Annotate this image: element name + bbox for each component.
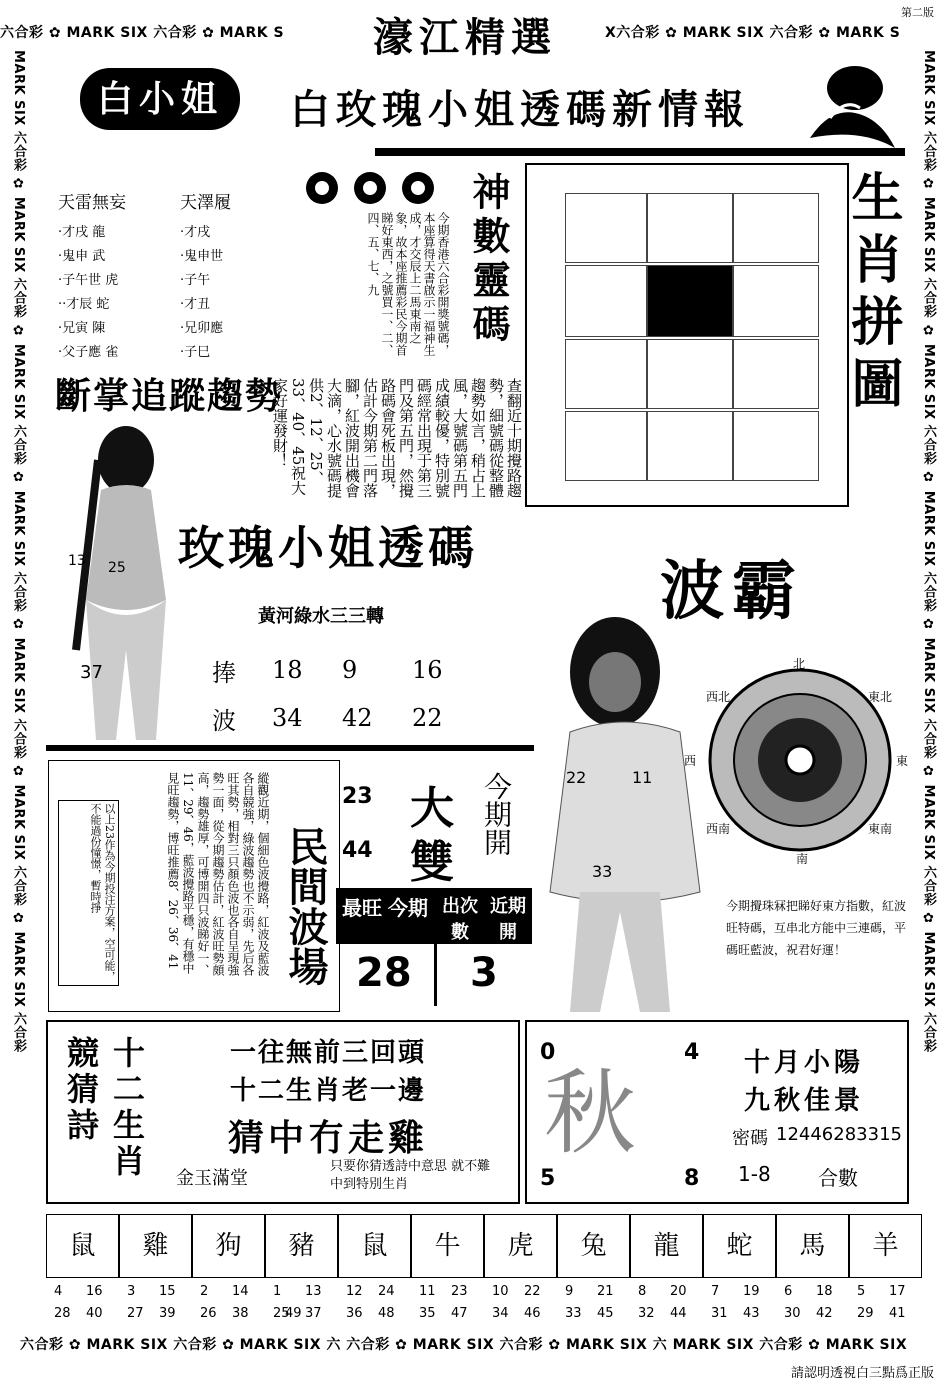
hexagram-line: ‧兄卯應 <box>180 321 224 336</box>
zodiac-number: 4 <box>54 1284 63 1299</box>
photo-label: 25 <box>108 560 126 576</box>
hexagram-line: ‧鬼申 武 <box>58 249 106 264</box>
row-label: 捧 <box>212 658 236 687</box>
folk-wave-note: 以上23作為今期投注方案，空可能，不能過份憧憬，暫時掙 <box>58 800 119 986</box>
compass-label: 東 <box>896 754 909 768</box>
zodiac-number: 48 <box>378 1306 395 1321</box>
triple-circle-icon <box>300 168 450 208</box>
poem-line: 猜中冇走雞 <box>228 1117 429 1159</box>
autumn-corner: 4 <box>684 1040 700 1065</box>
zodiac-number: 36 <box>346 1306 363 1321</box>
zodiac-number: 14 <box>232 1284 249 1299</box>
poem-author: 金玉滿堂 <box>176 1168 248 1189</box>
folk-wave-text: 縱觀近期，個細色波攪路，紅波及藍波各自競強，綠波趨勢也不示弱，先后各旺其勢，相對三只顏色波也各自呈現強勢一面，從今期趨勢估計，紅波旺勢頗高，趨勢雄厚，可博開四只波睇好一、11、29、46，藍波攪路平穩，有穩中見旺趨勢，博旺推薦8、26、36、41 <box>166 772 270 976</box>
zodiac-animal-8: 兔 <box>557 1214 630 1278</box>
autumn-corner: 5 <box>540 1166 556 1191</box>
zodiac-number: 20 <box>670 1284 687 1299</box>
zodiac-puzzle-grid <box>525 163 849 507</box>
zodiac-animal-10: 蛇 <box>703 1214 776 1278</box>
autumn-range: 1-8 <box>738 1162 771 1186</box>
zodiac-number: 46 <box>524 1306 541 1321</box>
zodiac-number: 22 <box>524 1284 541 1299</box>
autumn-char: 秋 <box>544 1060 637 1167</box>
yellow-river-title: 黃河綠水三三轉 <box>258 606 384 627</box>
zodiac-number: 1 <box>273 1284 282 1299</box>
divine-title: 神數靈碼 <box>466 172 511 348</box>
zodiac-number: 45 <box>597 1306 614 1321</box>
row-label: 波 <box>212 706 236 735</box>
zodiac-animal-1: 鼠 <box>46 1214 119 1278</box>
zodiac-animal-3: 狗 <box>192 1214 265 1278</box>
zodiac-number: 11 <box>419 1284 436 1299</box>
zodiac-animal-4: 豬 <box>265 1214 338 1278</box>
poem-note: 只要你猜透詩中意思 就不難中到特別生肖 <box>330 1159 491 1192</box>
zodiac-number: 24 <box>378 1284 395 1299</box>
zodiac-number: 18 <box>816 1284 833 1299</box>
autumn-line: 九秋佳景 <box>744 1086 865 1116</box>
autumn-line: 十月小陽 <box>744 1048 865 1078</box>
photo2-label: 11 <box>632 768 653 787</box>
zodiac-number: 5 <box>857 1284 866 1299</box>
hexagram-line: ‧鬼申世 <box>180 249 224 264</box>
stat-divider <box>434 888 437 1006</box>
divine-text: 今期香港六合彩開獎號碼，本座算得天書啟示一福神生成，才交辰上二馬東南之象，故本座推薦彩民今期首睇好東西，之號買一、二、四、五、七、九 <box>366 212 450 356</box>
compass-label: 北 <box>793 657 806 671</box>
folk-number: 23 <box>342 784 373 809</box>
folk-wave-title: 民間波場 <box>282 826 329 986</box>
autumn-code: 12446283315 <box>776 1124 902 1145</box>
autumn-corner: 8 <box>684 1166 700 1191</box>
zodiac-number: 9 <box>565 1284 574 1299</box>
zodiac-animal-2: 雞 <box>119 1214 192 1278</box>
poem-line: 一往無前三回頭 <box>230 1038 427 1068</box>
footer-band: 六合彩 ✿ MARK SIX 六合彩 ✿ MARK SIX 六 六合彩 ✿ MARK SIX 六合彩 ✿ MARK SIX 六 MARK SIX 六合彩 ✿ MARK SIX <box>20 1337 908 1353</box>
photo-label: 37 <box>80 662 103 683</box>
header-band-right: X六合彩 ✿ MARK SIX 六合彩 ✿ MARK S <box>605 25 901 41</box>
hexagram-line: ‧兄寅 陳 <box>58 321 106 336</box>
yellow-river-row <box>212 650 482 690</box>
yellow-river-table <box>212 650 482 738</box>
stat-label: 近期開 <box>490 896 526 943</box>
zodiac-number: 10 <box>492 1284 509 1299</box>
compass-label: 南 <box>796 852 809 866</box>
stat-label: 出次數 <box>442 896 478 943</box>
zodiac-number: 44 <box>670 1306 687 1321</box>
zodiac-number: 35 <box>419 1306 436 1321</box>
zodiac-number: 40 <box>86 1306 103 1321</box>
zodiac-animal-11: 馬 <box>776 1214 849 1278</box>
model-photo <box>46 420 196 750</box>
footer-note: 請認明透視白三點爲正版 <box>790 1366 934 1381</box>
wave-king-title: 波霸 <box>660 554 804 629</box>
zodiac-number: 31 <box>711 1306 728 1321</box>
autumn-corner: 0 <box>540 1040 556 1065</box>
zodiac-number: 27 <box>127 1306 144 1321</box>
poem-side-title: 十二生肖 競猜詩 <box>62 1036 146 1180</box>
banner-headline: 白玫瑰小姐透碼新情報 <box>290 86 750 133</box>
compass-label: 東北 <box>868 690 893 704</box>
zodiac-extra-number: 49 <box>285 1306 302 1321</box>
autumn-code-label: 密碼 <box>732 1128 768 1149</box>
zodiac-number: 47 <box>451 1306 468 1321</box>
row-value: 9 <box>342 656 358 684</box>
stat-label: 今期 <box>388 896 428 920</box>
left-side-band: MARK SIX 六合彩 ✿ MARK SIX 六合彩 ✿ MARK SIX 六合彩 ✿ MARK SIX 六合彩 ✿ MARK SIX 六合彩 ✿ MARK SIX 六合彩 ✿ MARK SIX 六合彩 <box>11 50 26 1053</box>
folk-double: 雙 <box>410 837 454 888</box>
section-rule <box>46 745 534 751</box>
hexagram-line: ‧子午 <box>180 273 211 288</box>
zodiac-number: 32 <box>638 1306 655 1321</box>
folk-this-issue: 今期開 <box>480 772 513 856</box>
bai-xiaojie-badge: 白小姐 <box>80 68 240 130</box>
compass-label: 西南 <box>706 822 731 836</box>
zodiac-number: 23 <box>451 1284 468 1299</box>
zodiac-number: 42 <box>816 1306 833 1321</box>
zodiac-number: 33 <box>565 1306 582 1321</box>
zodiac-puzzle-title: 生肖拼圖 <box>842 170 903 418</box>
autumn-range-label: 合數 <box>818 1166 858 1190</box>
photo2-label: 22 <box>566 768 587 787</box>
right-side-band: MARK SIX 六合彩 ✿ MARK SIX 六合彩 ✿ MARK SIX 六合彩 ✿ MARK SIX 六合彩 ✿ MARK SIX 六合彩 ✿ MARK SIX 六合彩 ✿ MARK SIX 六合彩 <box>921 50 936 1053</box>
zodiac-number: 29 <box>857 1306 874 1321</box>
zodiac-number: 19 <box>743 1284 760 1299</box>
zodiac-animal-7: 虎 <box>484 1214 557 1278</box>
hexagram-line: ‧才戌 龍 <box>58 225 106 240</box>
masthead: 濠江精選 <box>373 14 557 61</box>
row-value: 18 <box>272 656 303 684</box>
compass-label: 東南 <box>868 822 893 836</box>
zodiac-number: 13 <box>305 1284 322 1299</box>
rose-icon <box>800 58 900 158</box>
zodiac-number: 41 <box>889 1306 906 1321</box>
zodiac-number: 3 <box>127 1284 136 1299</box>
zodiac-number: 21 <box>597 1284 614 1299</box>
hexagram-line: ‧才戌 <box>180 225 211 240</box>
header-band-left: 六合彩 ✿ MARK SIX 六合彩 ✿ MARK S <box>0 25 285 41</box>
zodiac-animal-12: 羊 <box>849 1214 922 1278</box>
hexagram-line: ‧才丑 <box>180 297 211 312</box>
zodiac-number: 6 <box>784 1284 793 1299</box>
zodiac-number: 38 <box>232 1306 249 1321</box>
hexagram-line: ‧子午世 虎 <box>58 273 119 288</box>
zodiac-number: 25 <box>273 1306 290 1321</box>
zodiac-number: 15 <box>159 1284 176 1299</box>
row-value: 22 <box>412 704 443 732</box>
hexagram-right <box>180 188 280 365</box>
zodiac-number: 43 <box>743 1306 760 1321</box>
banner-rule <box>375 148 905 156</box>
row-value: 34 <box>272 704 303 732</box>
row-value: 16 <box>412 656 443 684</box>
zodiac-number: 30 <box>784 1306 801 1321</box>
trend-title: 斷掌追蹤趨勢 <box>55 375 284 417</box>
stat-value-count: 3 <box>470 950 498 996</box>
zodiac-number: 37 <box>305 1306 322 1321</box>
zodiac-number: 12 <box>346 1284 363 1299</box>
edition-label: 第二版 <box>901 6 934 19</box>
hexagram-right-title: 天澤履 <box>180 193 231 213</box>
zodiac-animal-6: 牛 <box>411 1214 484 1278</box>
yellow-river-row <box>212 698 482 738</box>
row-value: 42 <box>342 704 373 732</box>
trend-text: 查翻近十期攪路趨勢，細號碼從整體趨勢如言，稍占上風，大號碼第五門成績較優，特別號碼經常出現于第三門及第五門，然攪路碼會死板出現，估計今期第二門落腳，紅波開出機會大滴，心水號碼提供2、12、25、33、40、45祝大家好運發財！ <box>271 378 523 498</box>
compass-label: 西北 <box>706 690 731 704</box>
zodiac-number: 7 <box>711 1284 720 1299</box>
compass-caption: 今期攪珠冧把睇好東方指數，紅波旺特碼，互串北方能中三連碼，平碼旺藍波，祝君好運！ <box>726 899 907 957</box>
zodiac-number: 16 <box>86 1284 103 1299</box>
hexagram-line: ‧父子應 雀 <box>58 345 119 360</box>
zodiac-number: 26 <box>200 1306 217 1321</box>
zodiac-number: 39 <box>159 1306 176 1321</box>
folk-number: 44 <box>342 838 373 863</box>
zodiac-number: 17 <box>889 1284 906 1299</box>
zodiac-number: 2 <box>200 1284 209 1299</box>
stat-value-max: 28 <box>356 950 412 996</box>
rose-banner: 玫瑰小姐透碼 <box>178 521 478 575</box>
photo2-label: 33 <box>592 862 613 881</box>
zodiac-number: 28 <box>54 1306 71 1321</box>
zodiac-number: 8 <box>638 1284 647 1299</box>
hexagram-line: ‧‧才辰 蛇 <box>58 297 110 312</box>
hexagram-left-title: 天雷無妄 <box>58 193 126 213</box>
poem-line: 十二生肖老一邊 <box>230 1076 427 1106</box>
zodiac-number: 34 <box>492 1306 509 1321</box>
zodiac-animal-5: 鼠 <box>338 1214 411 1278</box>
folk-big: 大 <box>410 783 454 834</box>
photo-label: 13 <box>68 553 86 569</box>
zodiac-animal-9: 龍 <box>630 1214 703 1278</box>
hexagram-line: ‧子巳 <box>180 345 211 360</box>
hexagram-left <box>58 188 178 365</box>
stat-label: 最旺 <box>342 896 382 920</box>
compass-label: 西 <box>684 754 697 768</box>
